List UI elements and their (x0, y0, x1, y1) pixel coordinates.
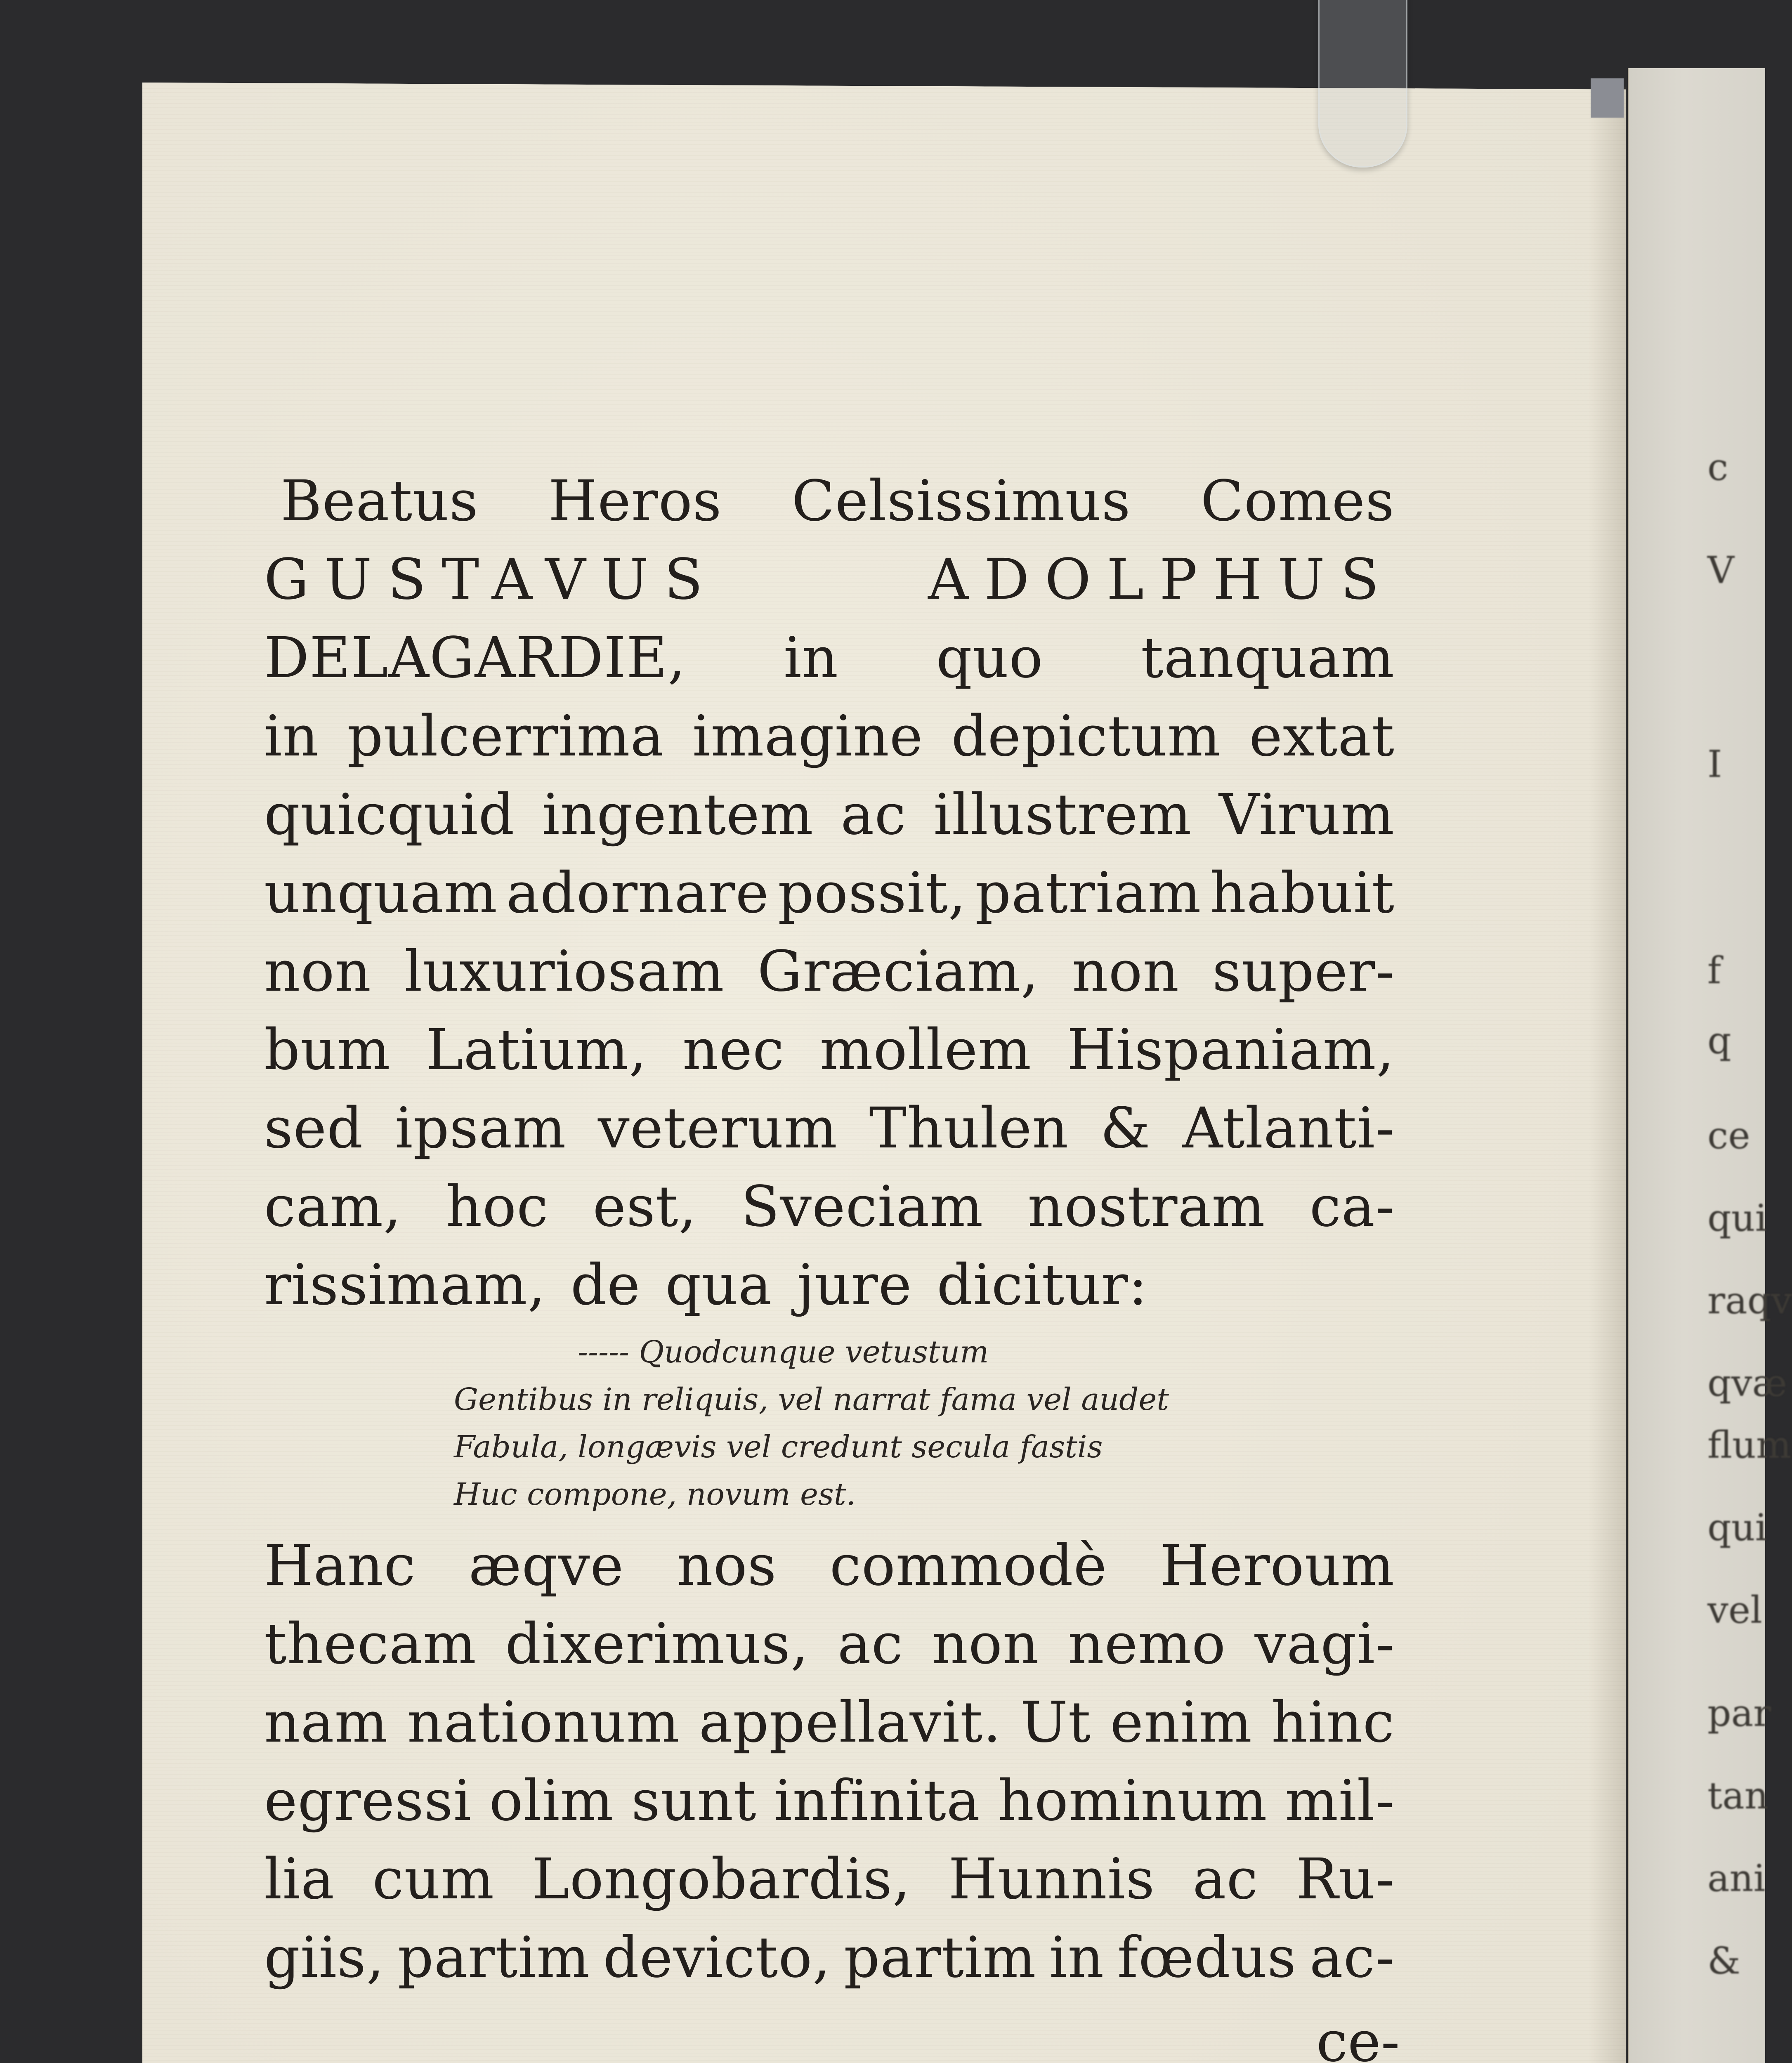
text-line (264, 1605, 1395, 1683)
word: cam, (264, 1174, 402, 1239)
word: patriam (975, 861, 1202, 926)
word: olim (489, 1768, 614, 1834)
word: extat (1249, 704, 1395, 769)
text-line (264, 541, 1395, 619)
text-line (264, 854, 1395, 932)
word: Latium, (426, 1017, 647, 1083)
word: quo (936, 626, 1044, 691)
word: Comes (1200, 469, 1395, 534)
word: est, (593, 1174, 697, 1239)
word: ac (837, 1612, 904, 1677)
word: in (264, 704, 319, 769)
main-text (264, 462, 1395, 1997)
catchword: ce- (1316, 2009, 1400, 2063)
word: non (932, 1612, 1039, 1677)
text-line (264, 1919, 1395, 1997)
word: Atlanti- (1182, 1096, 1395, 1161)
word: hinc (1271, 1690, 1395, 1755)
word: Celsissimus (791, 469, 1131, 534)
word: jure (797, 1253, 912, 1318)
facing-page-text: tan (1707, 1774, 1768, 1818)
facing-page-text: vel (1707, 1589, 1762, 1632)
word: mollem (819, 1017, 1032, 1083)
word: tanquam (1140, 626, 1395, 691)
facing-page-text: qvæ (1707, 1362, 1787, 1405)
word: illustrem (933, 782, 1192, 847)
facing-page-text: I (1707, 743, 1722, 786)
word: Longobardis, (532, 1847, 911, 1912)
text-line (264, 776, 1395, 854)
text-line (264, 697, 1395, 776)
word: in (784, 626, 839, 691)
word: commodè (829, 1533, 1107, 1598)
word: ac (1192, 1847, 1258, 1912)
word: dicitur: (937, 1253, 1148, 1318)
text-line (264, 1011, 1395, 1089)
facing-page-text: flum (1707, 1423, 1792, 1467)
word: depictum (951, 704, 1221, 769)
word: nec (682, 1017, 785, 1083)
facing-page-text: qui (1707, 1506, 1767, 1549)
facing-page-text: & (1707, 1939, 1741, 1983)
word: Ru- (1296, 1847, 1395, 1912)
verse-line: Gentibus in reliquis, vel narrat fama vel audet (454, 1382, 1169, 1417)
word: de (570, 1253, 641, 1318)
verse-line: Fabula, longævis vel credunt secula fastis (454, 1429, 1103, 1465)
word: Heros (548, 469, 722, 534)
word: ca- (1309, 1174, 1395, 1239)
word: dixerimus, (505, 1612, 809, 1677)
word: bum (264, 1017, 391, 1083)
page-gutter (1589, 87, 1626, 2063)
facing-page (1628, 68, 1792, 2063)
word: partim (397, 1925, 590, 1990)
text-line (264, 1762, 1395, 1840)
word: appellavit. (699, 1690, 1001, 1755)
text-line (264, 1089, 1395, 1168)
word: veterum (597, 1096, 838, 1161)
word: enim (1110, 1690, 1252, 1755)
text-line (264, 462, 1395, 541)
word: thecam (264, 1612, 477, 1677)
word: nostram (1027, 1174, 1265, 1239)
text-line (264, 1246, 1395, 1324)
word: Beatus (281, 469, 479, 534)
word: luxuriosam (404, 939, 725, 1004)
word: Sveciam (741, 1174, 984, 1239)
word: Heroum (1160, 1533, 1395, 1598)
word: possit, (778, 861, 967, 926)
word: nationum (407, 1690, 680, 1755)
verse-line: ----- Quodcunque vetustum (578, 1334, 989, 1370)
facing-page-text: f (1707, 949, 1721, 992)
paragraph-2 (264, 1527, 1395, 1997)
word: vagi- (1254, 1612, 1395, 1677)
word: ipsam (394, 1096, 567, 1161)
word: unquam (264, 861, 498, 926)
word: rissimam, (264, 1253, 546, 1318)
word: nos (677, 1533, 777, 1598)
text-line (264, 1840, 1395, 1919)
word: devicto, (603, 1925, 831, 1990)
word: in (1049, 1925, 1105, 1990)
word: lia (264, 1847, 335, 1912)
word: ingentem (542, 782, 814, 847)
word: imagine (692, 704, 923, 769)
word: hoc (446, 1174, 549, 1239)
verse-quotation (264, 1329, 1395, 1518)
verse-line: Huc compone, novum est. (454, 1477, 856, 1512)
page-clip-top (1318, 0, 1407, 168)
word: non (264, 939, 372, 1004)
facing-page-text: raqv (1707, 1279, 1792, 1322)
text-line (264, 932, 1395, 1011)
word: giis, (264, 1925, 385, 1990)
word: super- (1212, 939, 1395, 1004)
word: Virum (1219, 782, 1395, 847)
text-line (264, 619, 1395, 697)
word: cum (372, 1847, 495, 1912)
word: Hanc (264, 1533, 416, 1598)
facing-page-text: ce (1707, 1114, 1750, 1157)
facing-page-text: q (1707, 1019, 1731, 1062)
word: nam (264, 1690, 388, 1755)
word: qua (665, 1253, 772, 1318)
paragraph-1 (264, 462, 1395, 1324)
word: hominum (998, 1768, 1268, 1834)
text-line (264, 1527, 1395, 1605)
facing-page-text: ani (1707, 1857, 1766, 1900)
word: DELAGARDIE, (264, 626, 686, 691)
word: quicquid (264, 782, 515, 847)
word: GUSTAVUS (264, 547, 719, 612)
word: Græciam, (757, 939, 1039, 1004)
facing-page-text: c (1707, 446, 1728, 489)
word: partim (844, 1925, 1036, 1990)
word: fœdus (1117, 1925, 1297, 1990)
facing-page-text: V (1707, 549, 1734, 592)
word: ac- (1309, 1925, 1395, 1990)
word: habuit (1210, 861, 1395, 926)
word: ADOLPHUS (928, 547, 1395, 612)
word: ac (841, 782, 907, 847)
facing-page-text: qui (1707, 1197, 1767, 1240)
word: Hispaniam, (1067, 1017, 1395, 1083)
word: nemo (1068, 1612, 1226, 1677)
word: sed (264, 1096, 364, 1161)
word: æqve (468, 1533, 624, 1598)
word: Thulen (869, 1096, 1069, 1161)
word: mil- (1285, 1768, 1395, 1834)
word: adornare (506, 861, 770, 926)
torn-corner (1591, 78, 1624, 118)
word: infinita (774, 1768, 980, 1834)
text-line (264, 1683, 1395, 1762)
word: Ut (1020, 1690, 1091, 1755)
word: & (1100, 1096, 1151, 1161)
word: Hunnis (948, 1847, 1155, 1912)
facing-page-text: par (1707, 1692, 1771, 1735)
word: sunt (631, 1768, 757, 1834)
word: pulcerrima (347, 704, 664, 769)
text-line (264, 1168, 1395, 1246)
word: egressi (264, 1768, 472, 1834)
word: non (1072, 939, 1180, 1004)
